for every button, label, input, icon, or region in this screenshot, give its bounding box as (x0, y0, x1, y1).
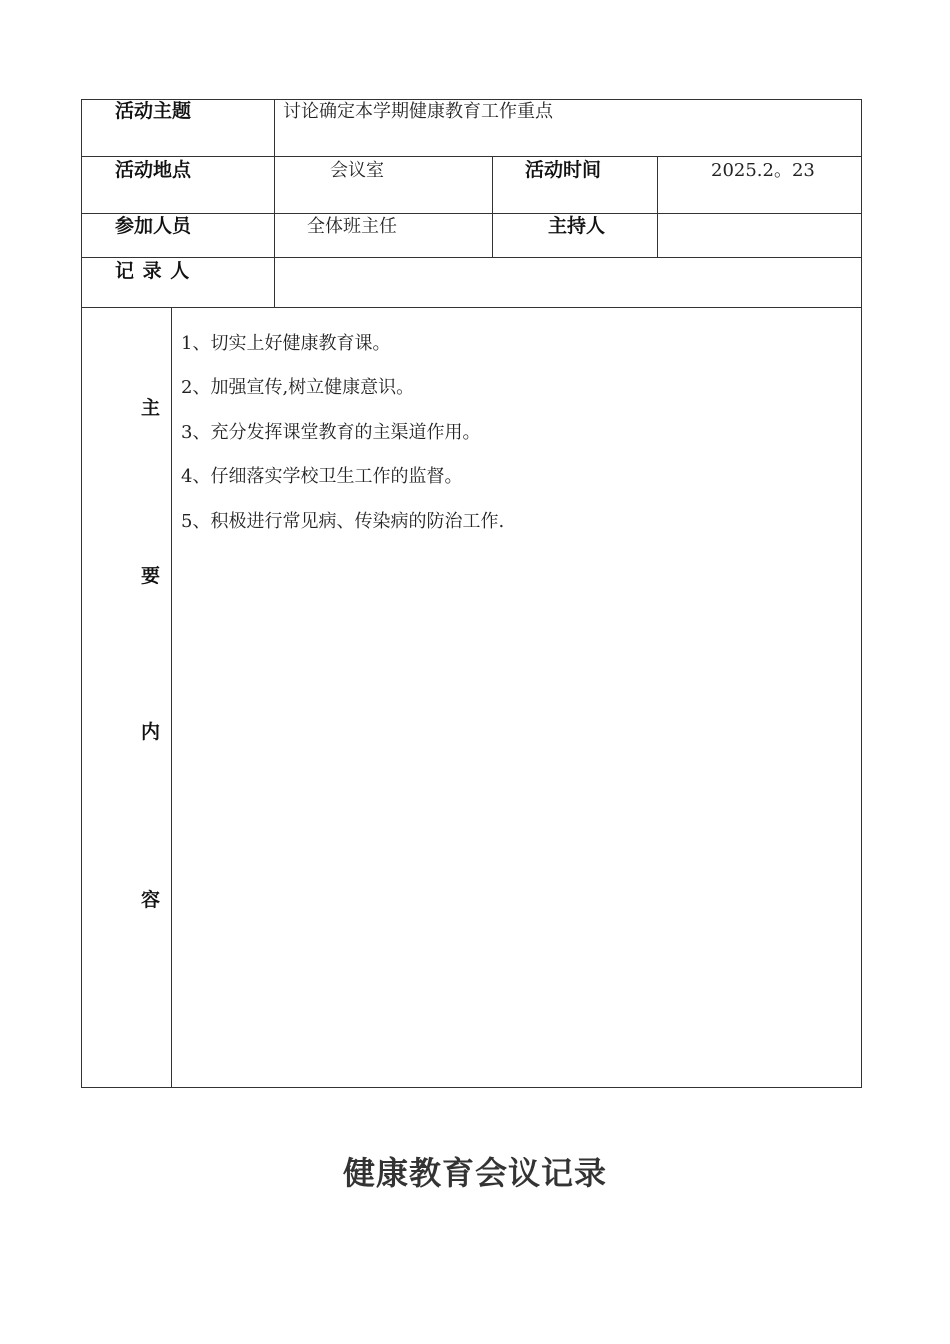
content-item: 2、加强宣传,树立健康意识。 (181, 377, 415, 398)
time-label: 活动时间 (525, 159, 602, 181)
content-item: 5、积极进行常见病、传染病的防治工作. (181, 511, 505, 532)
location-label: 活动地点 (115, 159, 192, 181)
content-item: 4、仔细落实学校卫生工作的监督。 (181, 466, 463, 487)
topic-label: 活动主题 (115, 100, 192, 122)
host-label: 主持人 (548, 215, 606, 237)
content-label-char: 要 (141, 565, 161, 587)
location-value: 会议室 (330, 160, 384, 181)
participants-label: 参加人员 (115, 215, 192, 237)
time-value: 2025.2。23 (711, 160, 815, 181)
participants-value: 全体班主任 (307, 216, 397, 237)
content-item: 1、切实上好健康教育课。 (181, 333, 391, 354)
recorder-label: 记 录 人 (115, 260, 190, 282)
content-label-char: 内 (141, 721, 161, 743)
document-title: 健康教育会议记录 (342, 1154, 607, 1192)
content-item: 3、充分发挥课堂教育的主渠道作用。 (181, 422, 481, 443)
topic-value: 讨论确定本学期健康教育工作重点 (283, 101, 553, 122)
content-label-char: 容 (141, 889, 161, 911)
content-label-char: 主 (141, 397, 161, 419)
